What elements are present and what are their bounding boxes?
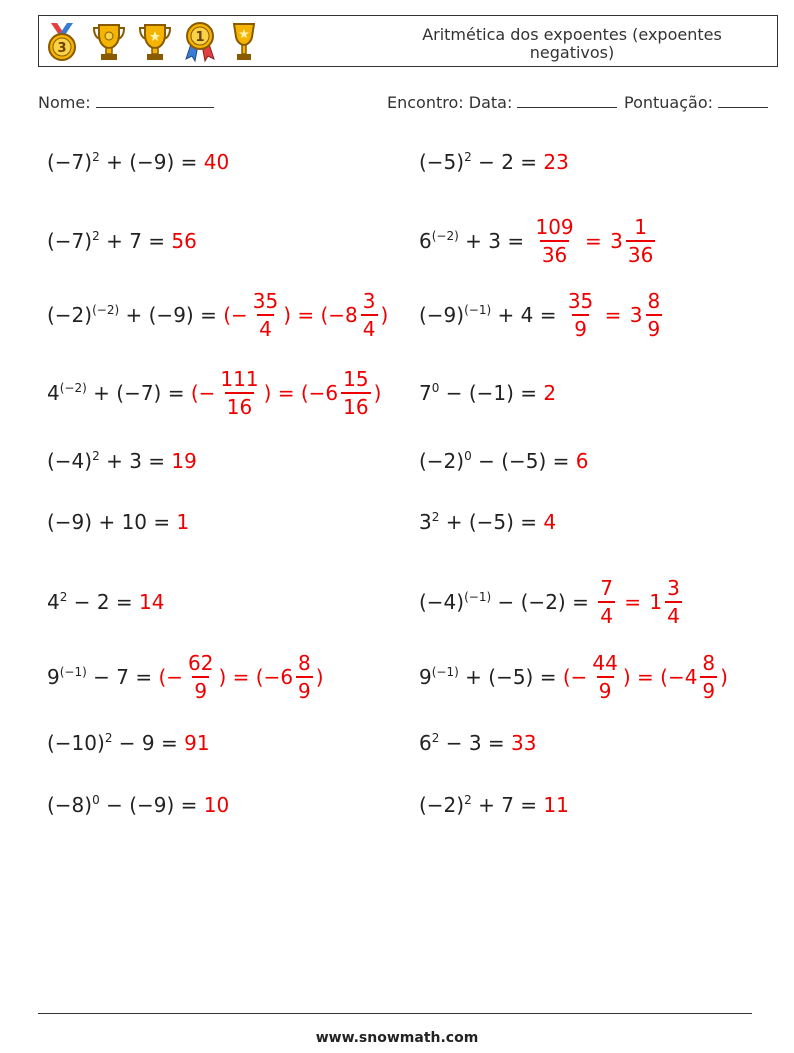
fraction bbox=[361, 291, 378, 339]
exponent: 2 bbox=[464, 793, 472, 807]
denominator: 4 bbox=[257, 314, 274, 339]
exponent: 2 bbox=[92, 229, 100, 243]
whole-part: 1 bbox=[649, 590, 663, 614]
operation: + 10 = bbox=[92, 510, 177, 534]
score-blank[interactable] bbox=[718, 93, 768, 108]
base: (−5) bbox=[419, 150, 465, 174]
problem-expression bbox=[47, 229, 171, 253]
denominator: 9 bbox=[296, 676, 313, 701]
equals: = bbox=[598, 303, 628, 327]
fraction bbox=[251, 291, 280, 339]
base: 6 bbox=[419, 229, 432, 253]
numerator: 111 bbox=[220, 367, 259, 391]
operation: + (−9) = bbox=[99, 150, 204, 174]
numerator: 62 bbox=[188, 651, 214, 675]
operation: + 3 = bbox=[458, 229, 531, 253]
fraction bbox=[665, 578, 682, 626]
exponent: (−2) bbox=[59, 381, 87, 395]
problem-expression bbox=[419, 731, 511, 755]
denominator: 36 bbox=[540, 240, 569, 265]
operation: + (−9) = bbox=[119, 303, 224, 327]
problem-expression bbox=[419, 793, 543, 817]
problem-expression bbox=[419, 381, 543, 405]
trophy-icon bbox=[137, 21, 173, 63]
exponent: (−2) bbox=[92, 303, 120, 317]
problem-expression bbox=[47, 665, 158, 689]
whole-part: 3 bbox=[610, 229, 623, 253]
problem-expression bbox=[47, 510, 177, 534]
name-field bbox=[38, 93, 214, 112]
name-label: Nome: bbox=[38, 93, 91, 112]
equals: = bbox=[617, 590, 648, 614]
numerator: 3 bbox=[667, 576, 680, 600]
trophy-icon bbox=[91, 21, 127, 63]
problem-item bbox=[419, 216, 658, 266]
problem-item bbox=[47, 718, 210, 768]
score-label: Pontuação: bbox=[624, 93, 714, 112]
answer bbox=[543, 510, 556, 534]
fraction bbox=[341, 369, 370, 417]
fraction bbox=[646, 291, 663, 339]
answer-value: 11 bbox=[543, 793, 569, 817]
base: 4 bbox=[47, 381, 60, 405]
fraction bbox=[533, 217, 575, 265]
problem-item bbox=[47, 137, 229, 187]
worksheet-header bbox=[38, 15, 778, 67]
answer bbox=[530, 217, 658, 265]
fraction bbox=[186, 653, 215, 701]
meeting-date-field bbox=[387, 93, 617, 112]
equals-paren: ) = ( bbox=[622, 665, 668, 689]
base: 9 bbox=[419, 665, 432, 689]
base: (−2) bbox=[47, 303, 93, 327]
answer-value: 19 bbox=[171, 449, 197, 473]
answer-value: 33 bbox=[511, 731, 537, 755]
operation: + (−5) = bbox=[439, 510, 544, 534]
date-blank[interactable] bbox=[517, 93, 617, 108]
denominator: 9 bbox=[700, 676, 717, 701]
goblet-trophy-icon bbox=[229, 21, 259, 63]
problem-item bbox=[419, 652, 728, 702]
denominator: 9 bbox=[192, 676, 209, 701]
answer bbox=[543, 793, 568, 817]
problem-item bbox=[47, 436, 197, 486]
paren: (− bbox=[223, 303, 248, 327]
score-field bbox=[624, 93, 768, 112]
answer bbox=[171, 229, 196, 253]
operation: − 2 = bbox=[471, 150, 544, 174]
whole-part: −4 bbox=[667, 665, 698, 689]
answer bbox=[171, 449, 196, 473]
base: (−2) bbox=[419, 793, 465, 817]
problem-expression bbox=[419, 510, 543, 534]
answer-value: 14 bbox=[139, 590, 165, 614]
operation: + 7 = bbox=[471, 793, 544, 817]
exponent: (−2) bbox=[431, 229, 459, 243]
numerator: 44 bbox=[592, 651, 618, 675]
operation: + (−7) = bbox=[86, 381, 191, 405]
problem-expression bbox=[47, 150, 204, 174]
answer bbox=[543, 150, 568, 174]
problem-expression bbox=[419, 590, 595, 614]
paren: (− bbox=[562, 665, 588, 689]
exponent: 2 bbox=[59, 590, 68, 604]
numerator: 15 bbox=[343, 367, 369, 391]
answer bbox=[563, 653, 728, 701]
exponent: 2 bbox=[431, 510, 440, 524]
exponent: 0 bbox=[431, 381, 440, 395]
problem-expression bbox=[419, 665, 563, 689]
fraction bbox=[626, 217, 655, 265]
problem-item bbox=[419, 436, 589, 486]
answer-value: 4 bbox=[543, 510, 557, 534]
problem-item bbox=[47, 652, 324, 702]
numerator: 3 bbox=[362, 289, 376, 313]
problem-item bbox=[419, 368, 556, 418]
problem-item bbox=[47, 497, 189, 547]
answer bbox=[563, 291, 665, 339]
problem-expression bbox=[47, 381, 191, 405]
problem-item bbox=[47, 290, 388, 340]
answer bbox=[177, 510, 190, 534]
exponent: 2 bbox=[464, 150, 472, 164]
base: (−9) bbox=[47, 510, 93, 534]
problem-item bbox=[419, 718, 537, 768]
answer-value: 2 bbox=[543, 381, 557, 405]
name-blank[interactable] bbox=[96, 93, 214, 108]
operation: + 3 = bbox=[99, 449, 172, 473]
exponent: 2 bbox=[92, 449, 100, 463]
fraction bbox=[590, 653, 619, 701]
base: 9 bbox=[47, 665, 60, 689]
operation: − 3 = bbox=[439, 731, 512, 755]
fraction bbox=[566, 291, 595, 339]
equals: = bbox=[578, 229, 609, 253]
base: (−2) bbox=[419, 449, 465, 473]
fraction bbox=[598, 578, 615, 626]
numerator: 35 bbox=[567, 289, 594, 313]
base: (−7) bbox=[47, 150, 93, 174]
numerator: 7 bbox=[600, 576, 613, 600]
exponent: 2 bbox=[92, 150, 100, 164]
answer-value: 6 bbox=[575, 449, 589, 473]
numerator: 8 bbox=[298, 651, 311, 675]
denominator: 4 bbox=[361, 314, 378, 339]
operation: + 7 = bbox=[99, 229, 172, 253]
answer bbox=[223, 291, 388, 339]
answer bbox=[204, 793, 229, 817]
medal-1-icon bbox=[183, 21, 217, 63]
fraction bbox=[218, 369, 260, 417]
numerator: 35 bbox=[252, 289, 279, 313]
problem-item bbox=[419, 780, 569, 830]
problem-item bbox=[47, 780, 229, 830]
operation: − (−1) = bbox=[439, 381, 544, 405]
base: (−7) bbox=[47, 229, 93, 253]
answer bbox=[191, 369, 382, 417]
problem-expression bbox=[47, 793, 204, 817]
base: (−8) bbox=[47, 793, 93, 817]
operation: − 7 = bbox=[86, 665, 159, 689]
denominator: 9 bbox=[572, 314, 589, 339]
base: (−4) bbox=[419, 590, 465, 614]
numerator: 109 bbox=[535, 215, 574, 239]
problem-item bbox=[419, 290, 665, 340]
base: (−10) bbox=[47, 731, 105, 755]
exponent: 0 bbox=[92, 793, 100, 807]
base: (−4) bbox=[47, 449, 93, 473]
exponent: (−1) bbox=[464, 590, 492, 604]
paren: (− bbox=[158, 665, 184, 689]
operation: − 2 = bbox=[67, 590, 140, 614]
operation: − (−5) = bbox=[471, 449, 576, 473]
problem-expression bbox=[419, 229, 530, 253]
problem-expression bbox=[47, 731, 184, 755]
answer bbox=[204, 150, 229, 174]
footer-divider bbox=[38, 1013, 752, 1014]
answer-value: 91 bbox=[184, 731, 210, 755]
whole-part: −6 bbox=[308, 381, 339, 405]
answer-value: 56 bbox=[171, 229, 197, 253]
equals-paren: ) = ( bbox=[283, 303, 329, 327]
numerator: 8 bbox=[702, 651, 716, 675]
operation: − 9 = bbox=[112, 731, 185, 755]
equals-paren: ) = ( bbox=[218, 665, 264, 689]
base: (−9) bbox=[419, 303, 465, 327]
paren: ) bbox=[315, 665, 324, 689]
problem-item bbox=[419, 137, 569, 187]
denominator: 16 bbox=[225, 392, 254, 417]
base: 4 bbox=[47, 590, 60, 614]
answer-value: 10 bbox=[203, 793, 230, 817]
exponent: 2 bbox=[104, 731, 113, 745]
answer bbox=[511, 731, 536, 755]
paren: (− bbox=[190, 381, 216, 405]
problem-expression bbox=[47, 449, 171, 473]
paren: ) bbox=[373, 381, 382, 405]
worksheet-title: Aritmética dos expoentes (expoentes negativos) bbox=[422, 25, 722, 62]
problem-item bbox=[419, 577, 685, 627]
base: 7 bbox=[419, 381, 432, 405]
problem-expression bbox=[47, 590, 139, 614]
problem-expression bbox=[419, 303, 563, 327]
base: 6 bbox=[419, 731, 432, 755]
answer bbox=[184, 731, 209, 755]
svg-text:1: 1 bbox=[195, 30, 205, 45]
numerator: 1 bbox=[634, 215, 647, 239]
denominator: 36 bbox=[626, 240, 655, 265]
operation: − (−9) = bbox=[99, 793, 204, 817]
whole-part: −8 bbox=[328, 303, 358, 327]
operation: + (−5) = bbox=[458, 665, 563, 689]
problem-item bbox=[47, 368, 381, 418]
answer-value: 40 bbox=[203, 150, 230, 174]
exponent: (−1) bbox=[431, 665, 459, 679]
denominator: 4 bbox=[665, 601, 682, 626]
denominator: 9 bbox=[597, 676, 614, 701]
fraction bbox=[296, 653, 313, 701]
problem-expression bbox=[419, 449, 576, 473]
whole-part: 3 bbox=[629, 303, 643, 327]
paren: ) bbox=[720, 665, 728, 689]
whole-part: −6 bbox=[263, 665, 294, 689]
meeting-date-label: Encontro: Data: bbox=[387, 93, 513, 112]
svg-text:3: 3 bbox=[57, 41, 67, 56]
base: 3 bbox=[419, 510, 432, 534]
answer bbox=[576, 449, 589, 473]
denominator: 9 bbox=[646, 314, 663, 339]
problem-expression bbox=[47, 303, 223, 327]
exponent: (−1) bbox=[464, 303, 492, 317]
equals-paren: ) = ( bbox=[263, 381, 309, 405]
answer bbox=[543, 381, 556, 405]
problem-expression bbox=[419, 150, 543, 174]
answer bbox=[158, 653, 323, 701]
answer-value: 23 bbox=[543, 150, 569, 174]
denominator: 4 bbox=[598, 601, 615, 626]
denominator: 16 bbox=[341, 392, 370, 417]
problem-item bbox=[419, 497, 556, 547]
exponent: 0 bbox=[464, 449, 472, 463]
medal-3-icon bbox=[45, 21, 79, 63]
problem-item bbox=[47, 577, 165, 627]
answer bbox=[139, 590, 164, 614]
operation: + 4 = bbox=[491, 303, 563, 327]
footer-site: www.snowmath.com bbox=[315, 1030, 479, 1046]
fraction bbox=[700, 653, 717, 701]
answer bbox=[595, 578, 685, 626]
exponent: 2 bbox=[431, 731, 440, 745]
operation: − (−2) = bbox=[491, 590, 596, 614]
problem-item bbox=[47, 216, 197, 266]
exponent: (−1) bbox=[59, 665, 87, 679]
answer-value: 1 bbox=[176, 510, 190, 534]
paren: ) bbox=[380, 303, 389, 327]
numerator: 8 bbox=[647, 289, 661, 313]
